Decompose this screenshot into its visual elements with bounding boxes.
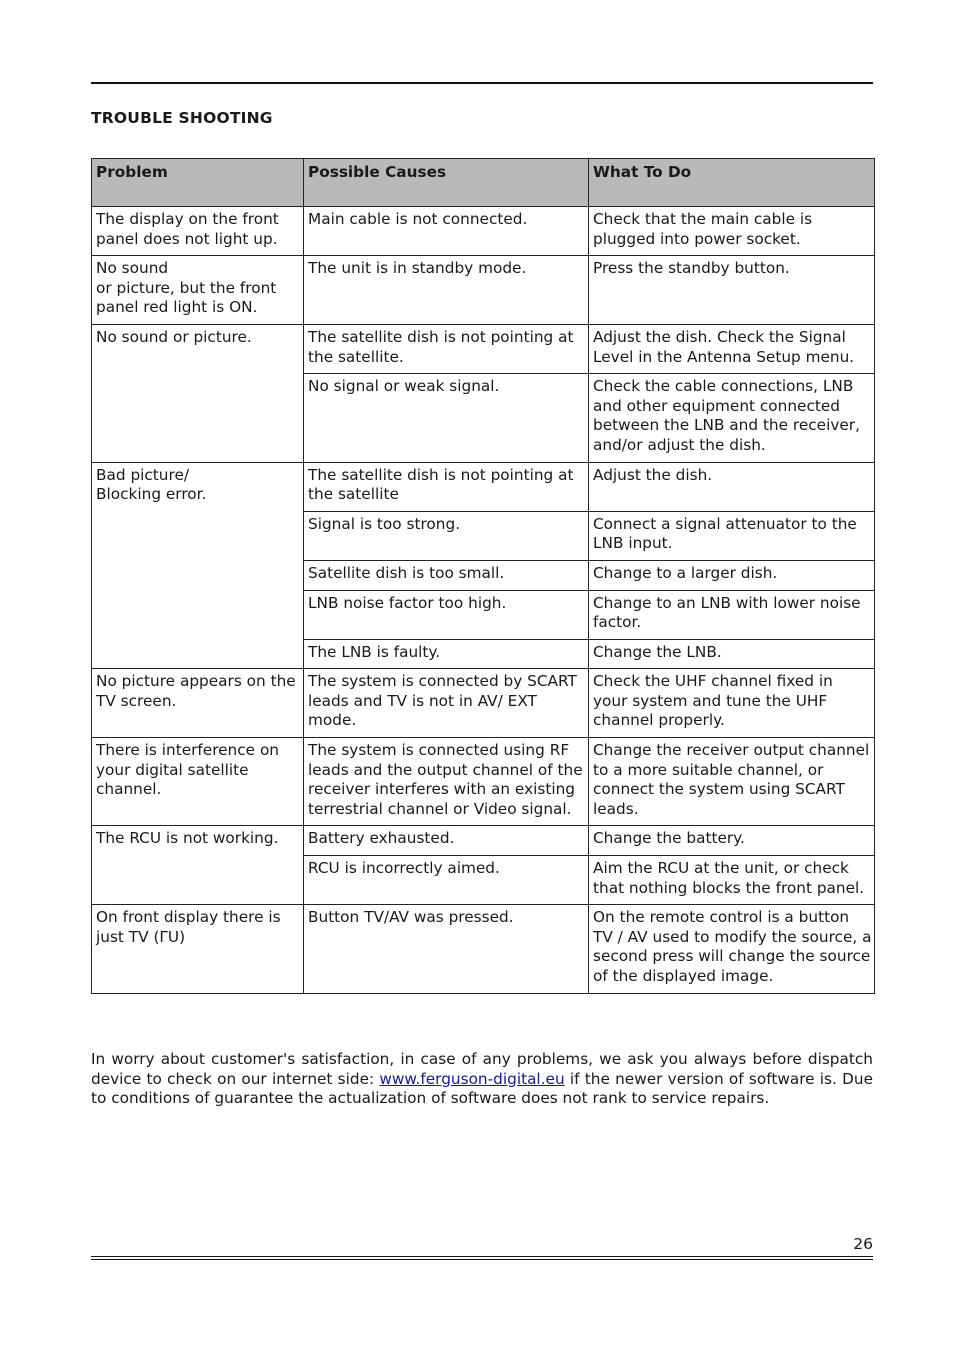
troubleshooting-table xyxy=(91,158,875,994)
action-cell: Adjust the dish. Check the Signal Level in the Antenna Setup menu. xyxy=(589,324,875,373)
header-problem: Problem xyxy=(92,159,304,207)
header-possible-causes: Possible Causes xyxy=(304,159,589,207)
cause-cell: The satellite dish is not pointing at the satellite xyxy=(304,462,589,511)
action-cell: Aim the RCU at the unit, or check that nothing blocks the front panel. xyxy=(589,856,875,905)
problem-cell: There is interference on your digital satellite channel. xyxy=(92,738,304,826)
top-rule xyxy=(91,82,873,84)
table-row xyxy=(92,207,875,256)
table-row xyxy=(92,669,875,738)
action-cell: Change the battery. xyxy=(589,826,875,856)
table-row xyxy=(92,738,875,826)
problem-cell: No sound or picture, but the front panel red light is ON. xyxy=(92,256,304,325)
problem-cell: No picture appears on the TV screen. xyxy=(92,669,304,738)
problem-cell: No sound or picture. xyxy=(92,324,304,462)
cause-cell: The LNB is faulty. xyxy=(304,639,589,669)
problem-cell: Bad picture/ Blocking error. xyxy=(92,462,304,669)
cause-cell: The unit is in standby mode. xyxy=(304,256,589,325)
website-link[interactable]: www.ferguson-digital.eu xyxy=(379,1069,565,1088)
cause-cell: LNB noise factor too high. xyxy=(304,590,589,639)
action-cell: Change to a larger dish. xyxy=(589,560,875,590)
cause-cell: The system is connected using RF leads and the output channel of the receiver interferes with an existing terrestrial channel or Video signal. xyxy=(304,738,589,826)
action-cell: Change the receiver output channel to a more suitable channel, or connect the system using SCART leads. xyxy=(589,738,875,826)
problem-cell: The RCU is not working. xyxy=(92,826,304,905)
action-cell: Change to an LNB with lower noise factor. xyxy=(589,590,875,639)
cause-cell: The satellite dish is not pointing at the satellite. xyxy=(304,324,589,373)
action-cell: Change the LNB. xyxy=(589,639,875,669)
table-row xyxy=(92,256,875,325)
action-cell: Adjust the dish. xyxy=(589,462,875,511)
cause-cell: Main cable is not connected. xyxy=(304,207,589,256)
footer-paragraph xyxy=(91,1050,873,1109)
page-number: 26 xyxy=(853,1235,873,1253)
bottom-rule xyxy=(91,1256,873,1260)
cause-cell: Satellite dish is too small. xyxy=(304,560,589,590)
table-row xyxy=(92,462,875,511)
table-row xyxy=(92,826,875,856)
cause-cell: Button TV/AV was pressed. xyxy=(304,905,589,993)
action-cell: Check the UHF channel fixed in your system and tune the UHF channel properly. xyxy=(589,669,875,738)
problem-cell: The display on the front panel does not light up. xyxy=(92,207,304,256)
action-cell: Press the standby button. xyxy=(589,256,875,325)
footer-text-before: In worry about customer's satisfaction, in case of any problems, we ask you always before dispatch device to check on our internet side: xyxy=(91,1050,873,1088)
problem-cell: On front display there is just TV (ΓU) xyxy=(92,905,304,993)
action-cell: Check that the main cable is plugged into power socket. xyxy=(589,207,875,256)
cause-cell: The system is connected by SCART leads and TV is not in AV/ EXT mode. xyxy=(304,669,589,738)
cause-cell: Battery exhausted. xyxy=(304,826,589,856)
table-body xyxy=(92,207,875,994)
footer-text-after: if the newer version of software is. Due to conditions of guarantee the actualization of software does not rank to service repairs. xyxy=(91,1069,873,1108)
action-cell: Check the cable connections, LNB and other equipment connected between the LNB and the receiver, and/or adjust the dish. xyxy=(589,374,875,462)
header-what-to-do: What To Do xyxy=(589,159,875,207)
action-cell: Connect a signal attenuator to the LNB input. xyxy=(589,511,875,560)
table-header-row xyxy=(92,159,875,207)
table-row xyxy=(92,324,875,373)
action-cell: On the remote control is a button TV / AV used to modify the source, a second press will change the source of the displayed image. xyxy=(589,905,875,993)
cause-cell: RCU is incorrectly aimed. xyxy=(304,856,589,905)
cause-cell: No signal or weak signal. xyxy=(304,374,589,462)
cause-cell: Signal is too strong. xyxy=(304,511,589,560)
page-title: TROUBLE SHOOTING xyxy=(91,109,273,127)
table-row xyxy=(92,905,875,993)
